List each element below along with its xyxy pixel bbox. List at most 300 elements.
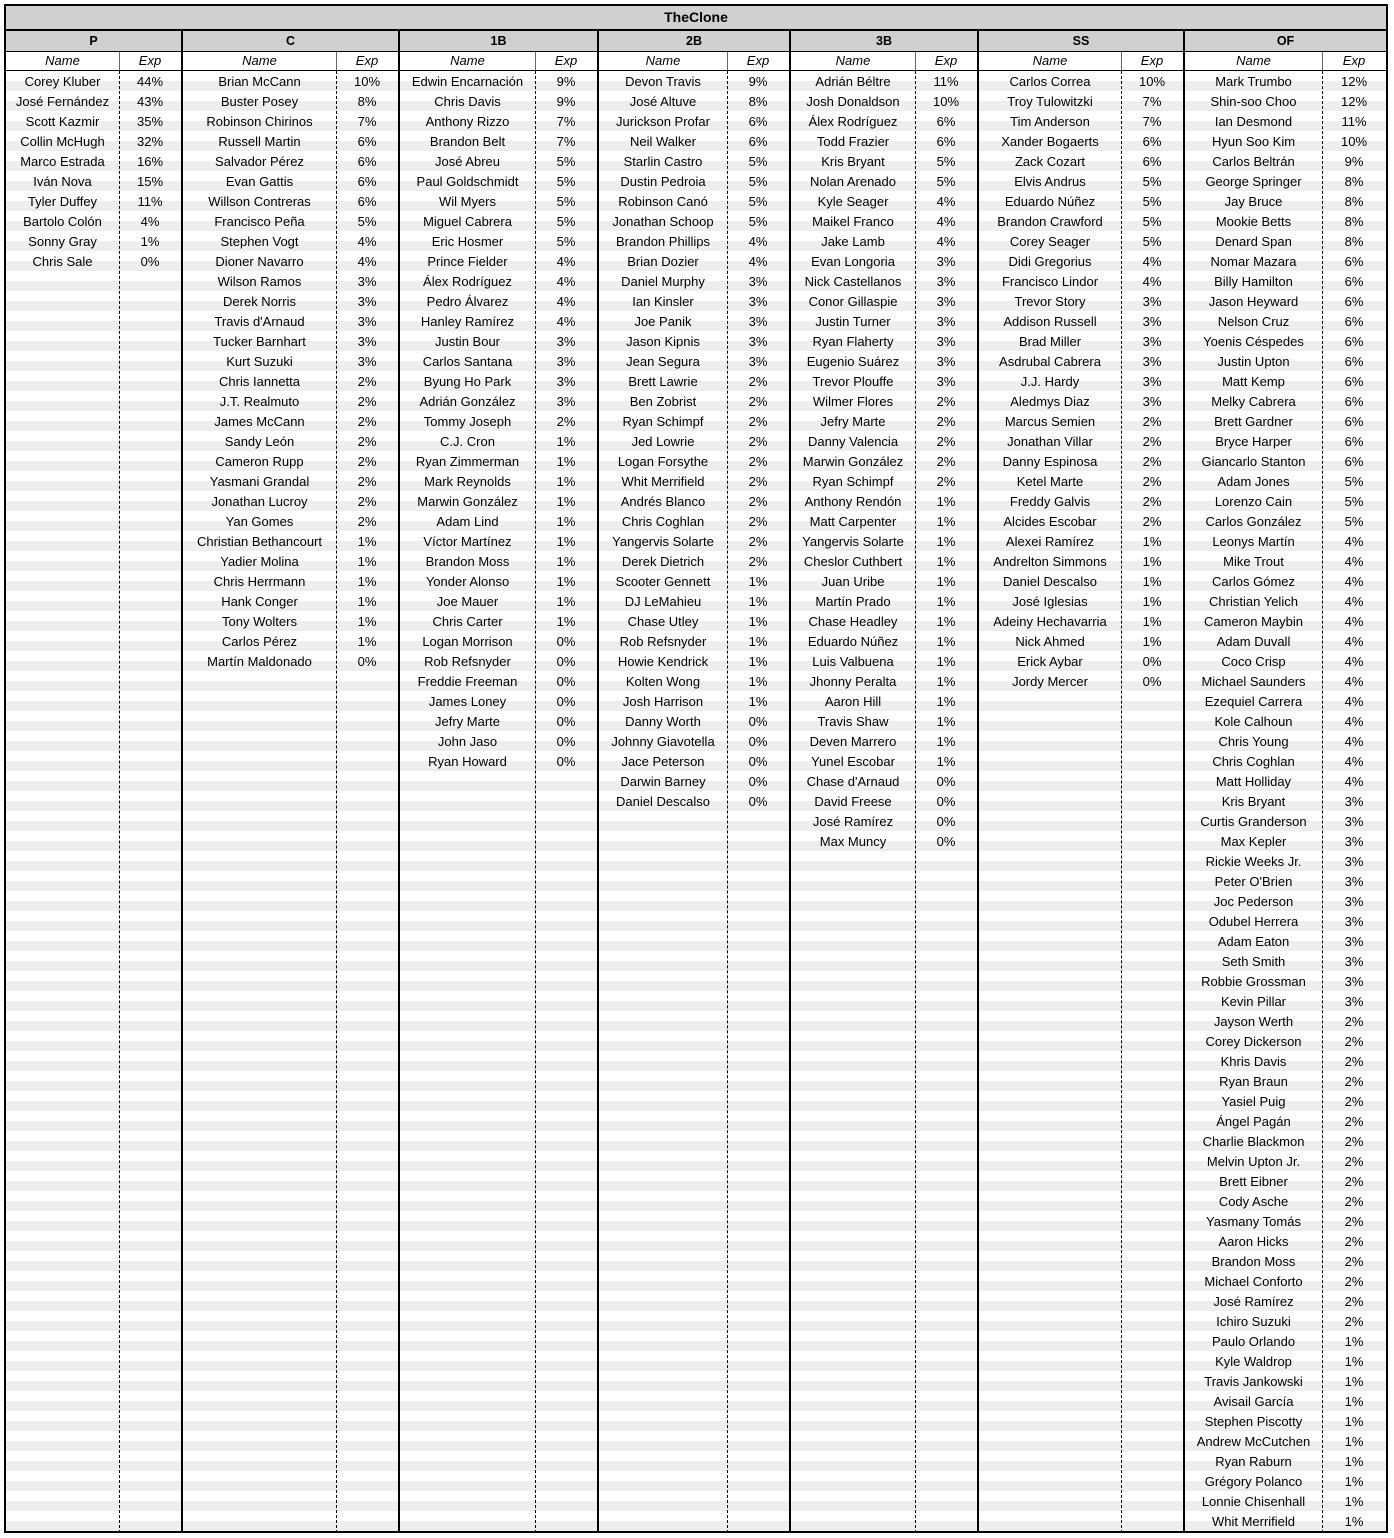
player-exposure: 1%	[1344, 1494, 1364, 1509]
player-exposure: 4%	[1344, 534, 1364, 549]
player-row	[599, 472, 789, 492]
player-row	[979, 352, 1183, 372]
player-name: Danny Worth	[625, 714, 701, 729]
player-name: J.T. Realmuto	[219, 394, 300, 409]
player-name: Lorenzo Cain	[1214, 494, 1293, 509]
player-exposure: 1%	[1344, 1514, 1364, 1529]
player-exposure: 2%	[748, 494, 768, 509]
player-row	[1185, 652, 1386, 672]
player-row	[183, 472, 398, 492]
player-exposure: 8%	[357, 94, 377, 109]
player-exposure: 1%	[748, 634, 768, 649]
player-name: Whit Merrifield	[1211, 1514, 1296, 1529]
player-name: Daniel Descalso	[1003, 574, 1097, 589]
player-exposure: 3%	[357, 274, 377, 289]
player-row	[183, 292, 398, 312]
column-divider	[535, 71, 536, 1533]
player-name: Martín Prado	[815, 594, 891, 609]
player-name: Conor Gillaspie	[808, 294, 898, 309]
player-name: Bartolo Colón	[23, 214, 102, 229]
player-exposure: 3%	[1344, 914, 1364, 929]
player-exposure: 1%	[556, 454, 576, 469]
player-row	[1185, 1412, 1386, 1432]
player-exposure: 6%	[1344, 374, 1364, 389]
column-headers	[599, 52, 789, 71]
player-row	[791, 592, 977, 612]
player-exposure: 2%	[936, 454, 956, 469]
player-row	[6, 72, 181, 92]
player-exposure: 1%	[556, 594, 576, 609]
player-name: Max Kepler	[1220, 834, 1287, 849]
player-name: Byung Ho Park	[423, 374, 512, 389]
player-name: Ben Zobrist	[629, 394, 697, 409]
player-exposure: 0%	[357, 654, 377, 669]
player-exposure: 2%	[748, 514, 768, 529]
player-name: Mike Trout	[1223, 554, 1284, 569]
player-exposure: 1%	[936, 534, 956, 549]
player-row	[6, 212, 181, 232]
player-name: Ángel Pagán	[1216, 1114, 1291, 1129]
column-headers	[1185, 52, 1386, 71]
player-exposure: 5%	[748, 154, 768, 169]
player-name: Asdrubal Cabrera	[999, 354, 1101, 369]
player-row	[400, 672, 597, 692]
player-exposure: 9%	[556, 94, 576, 109]
player-name: Edwin Encarnación	[411, 74, 524, 89]
player-row	[1185, 612, 1386, 632]
player-exposure: 0%	[936, 774, 956, 789]
player-row	[183, 192, 398, 212]
column-divider	[119, 52, 120, 70]
player-exposure: 1%	[357, 574, 377, 589]
player-row	[1185, 1332, 1386, 1352]
player-exposure: 1%	[1142, 534, 1162, 549]
position-header: C	[183, 31, 398, 52]
player-exposure: 5%	[748, 194, 768, 209]
player-exposure: 1%	[936, 694, 956, 709]
player-row	[791, 712, 977, 732]
name-column-header: Name	[1032, 53, 1068, 68]
player-name: Evan Gattis	[225, 174, 294, 189]
player-name: Yangervis Solarte	[802, 534, 904, 549]
player-row	[599, 512, 789, 532]
position-header: 3B	[791, 31, 977, 52]
player-row	[599, 732, 789, 752]
player-exposure: 2%	[1344, 1174, 1364, 1189]
player-row	[979, 652, 1183, 672]
position-header: OF	[1185, 31, 1386, 52]
player-exposure: 11%	[933, 74, 959, 89]
player-row	[791, 332, 977, 352]
player-row	[400, 72, 597, 92]
player-row	[400, 532, 597, 552]
player-name: Adrián González	[419, 394, 516, 409]
player-list	[979, 71, 1183, 1533]
player-row	[599, 672, 789, 692]
player-name: Chris Young	[1218, 734, 1289, 749]
player-row	[979, 292, 1183, 312]
player-row	[979, 532, 1183, 552]
position-group-c	[183, 31, 400, 1533]
player-name: Mookie Betts	[1215, 214, 1292, 229]
player-row	[400, 132, 597, 152]
player-exposure: 3%	[1142, 394, 1162, 409]
column-divider	[915, 71, 916, 1533]
player-name: Yadier Molina	[220, 554, 299, 569]
player-exposure: 6%	[1344, 334, 1364, 349]
player-name: Chris Coghlan	[1212, 754, 1295, 769]
player-exposure: 3%	[936, 314, 956, 329]
player-name: Scott Kazmir	[25, 114, 100, 129]
player-row	[1185, 1052, 1386, 1072]
player-exposure: 1%	[936, 494, 956, 509]
player-exposure: 0%	[748, 794, 768, 809]
player-exposure: 1%	[1344, 1434, 1364, 1449]
player-exposure: 2%	[936, 414, 956, 429]
player-name: Dustin Pedroia	[620, 174, 706, 189]
player-name: Johnny Giavotella	[611, 734, 715, 749]
player-name: Jhonny Peralta	[809, 674, 897, 689]
player-exposure: 4%	[1344, 554, 1364, 569]
player-row	[1185, 1212, 1386, 1232]
player-exposure: 7%	[1142, 94, 1162, 109]
player-exposure: 3%	[1344, 954, 1364, 969]
player-name: Todd Frazier	[816, 134, 890, 149]
player-exposure: 1%	[1142, 614, 1162, 629]
roster-sheet	[4, 4, 1388, 1533]
player-exposure: 3%	[936, 254, 956, 269]
player-row	[791, 752, 977, 772]
player-name: Adrián Béltre	[815, 74, 891, 89]
player-row	[979, 212, 1183, 232]
player-exposure: 2%	[936, 434, 956, 449]
player-exposure: 11%	[137, 194, 163, 209]
player-exposure: 0%	[556, 714, 576, 729]
player-exposure: 1%	[357, 554, 377, 569]
player-row	[599, 792, 789, 812]
player-name: Cheslor Cuthbert	[803, 554, 903, 569]
player-row	[400, 492, 597, 512]
player-name: Josh Harrison	[622, 694, 704, 709]
player-row	[599, 752, 789, 772]
player-name: Brett Gardner	[1214, 414, 1293, 429]
player-exposure: 6%	[1344, 314, 1364, 329]
position-header: P	[6, 31, 181, 52]
player-exposure: 3%	[1344, 834, 1364, 849]
player-exposure: 3%	[936, 334, 956, 349]
player-row	[791, 172, 977, 192]
player-row	[6, 152, 181, 172]
player-exposure: 1%	[1142, 554, 1162, 569]
player-exposure: 3%	[556, 374, 576, 389]
player-row	[791, 232, 977, 252]
player-name: Christian Bethancourt	[196, 534, 322, 549]
player-row	[791, 312, 977, 332]
player-row	[1185, 512, 1386, 532]
player-row	[1185, 292, 1386, 312]
player-name: Kyle Waldrop	[1215, 1354, 1292, 1369]
player-exposure: 4%	[936, 214, 956, 229]
player-row	[599, 572, 789, 592]
player-row	[979, 672, 1183, 692]
player-row	[599, 612, 789, 632]
player-row	[979, 512, 1183, 532]
player-row	[1185, 1432, 1386, 1452]
player-exposure: 1%	[936, 594, 956, 609]
player-row	[183, 532, 398, 552]
player-name: Ketel Marte	[1016, 474, 1084, 489]
player-exposure: 6%	[1344, 274, 1364, 289]
player-exposure: 4%	[1344, 774, 1364, 789]
player-exposure: 2%	[357, 514, 377, 529]
player-name: Denard Span	[1215, 234, 1292, 249]
player-name: Sonny Gray	[28, 234, 97, 249]
player-row	[1185, 1312, 1386, 1332]
column-divider	[727, 52, 728, 70]
player-name: Jayson Werth	[1213, 1014, 1294, 1029]
player-exposure: 6%	[1344, 414, 1364, 429]
player-name: Chris Iannetta	[219, 374, 300, 389]
player-exposure: 5%	[1344, 474, 1364, 489]
player-exposure: 1%	[556, 574, 576, 589]
player-exposure: 1%	[556, 494, 576, 509]
player-row	[400, 712, 597, 732]
player-name: Avisail García	[1213, 1394, 1294, 1409]
player-exposure: 3%	[936, 274, 956, 289]
player-exposure: 6%	[936, 114, 956, 129]
player-exposure: 3%	[357, 354, 377, 369]
player-exposure: 1%	[1344, 1334, 1364, 1349]
player-name: Iván Nova	[33, 174, 92, 189]
player-name: Cameron Rupp	[215, 454, 304, 469]
player-row	[1185, 1452, 1386, 1472]
player-name: Xander Bogaerts	[1001, 134, 1099, 149]
player-row	[1185, 252, 1386, 272]
player-exposure: 44%	[136, 74, 164, 89]
player-exposure: 3%	[1344, 794, 1364, 809]
player-name: José Ramírez	[812, 814, 894, 829]
column-divider	[119, 71, 120, 1533]
player-name: José Altuve	[629, 94, 697, 109]
player-exposure: 3%	[1142, 334, 1162, 349]
player-exposure: 9%	[1344, 154, 1364, 169]
player-exposure: 1%	[556, 554, 576, 569]
player-row	[979, 432, 1183, 452]
player-exposure: 3%	[357, 334, 377, 349]
player-row	[599, 232, 789, 252]
player-name: Francisco Lindor	[1001, 274, 1099, 289]
player-exposure: 5%	[556, 174, 576, 189]
player-row	[6, 232, 181, 252]
player-row	[1185, 352, 1386, 372]
player-name: Starlin Castro	[623, 154, 703, 169]
player-name: Robinson Chirinos	[206, 114, 313, 129]
player-row	[400, 252, 597, 272]
player-row	[1185, 172, 1386, 192]
player-row	[599, 332, 789, 352]
player-exposure: 0%	[748, 734, 768, 749]
player-name: Tim Anderson	[1010, 114, 1090, 129]
player-exposure: 4%	[140, 214, 160, 229]
player-exposure: 16%	[136, 154, 164, 169]
player-row	[599, 172, 789, 192]
player-row	[791, 212, 977, 232]
player-name: Maikel Franco	[812, 214, 894, 229]
player-exposure: 7%	[357, 114, 377, 129]
player-row	[400, 452, 597, 472]
player-name: J.J. Hardy	[1020, 374, 1080, 389]
player-name: Yangervis Solarte	[612, 534, 714, 549]
player-exposure: 3%	[556, 334, 576, 349]
player-row	[400, 692, 597, 712]
player-name: Seth Smith	[1221, 954, 1286, 969]
player-row	[1185, 312, 1386, 332]
player-name: Devon Travis	[625, 74, 701, 89]
player-row	[400, 292, 597, 312]
player-row	[1185, 1112, 1386, 1132]
player-exposure: 35%	[136, 114, 164, 129]
player-row	[400, 572, 597, 592]
player-name: Brett Lawrie	[628, 374, 698, 389]
player-exposure: 1%	[748, 594, 768, 609]
player-name: Brandon Crawford	[997, 214, 1103, 229]
player-exposure: 3%	[748, 354, 768, 369]
player-name: Ian Kinsler	[632, 294, 694, 309]
player-exposure: 6%	[357, 174, 377, 189]
player-name: Freddy Galvis	[1009, 494, 1091, 509]
player-name: Francisco Peña	[214, 214, 305, 229]
player-row	[183, 512, 398, 532]
player-row	[183, 372, 398, 392]
player-exposure: 4%	[748, 234, 768, 249]
player-name: James McCann	[214, 414, 305, 429]
player-exposure: 5%	[556, 194, 576, 209]
player-name: Cameron Maybin	[1204, 614, 1303, 629]
player-exposure: 1%	[556, 474, 576, 489]
player-name: Trevor Plouffe	[812, 374, 894, 389]
player-row	[400, 152, 597, 172]
player-row	[183, 492, 398, 512]
player-row	[979, 492, 1183, 512]
player-row	[1185, 1472, 1386, 1492]
player-row	[1185, 372, 1386, 392]
player-name: Tony Wolters	[222, 614, 297, 629]
player-exposure: 1%	[357, 614, 377, 629]
player-exposure: 1%	[936, 554, 956, 569]
player-row	[599, 352, 789, 372]
player-row	[791, 452, 977, 472]
player-exposure: 10%	[932, 94, 960, 109]
player-name: Mark Reynolds	[424, 474, 511, 489]
player-exposure: 2%	[1142, 414, 1162, 429]
player-exposure: 0%	[556, 734, 576, 749]
player-name: Corey Dickerson	[1205, 1034, 1302, 1049]
player-exposure: 4%	[556, 314, 576, 329]
player-row	[183, 632, 398, 652]
player-name: Carlos Beltrán	[1212, 154, 1295, 169]
player-name: Álex Rodríguez	[808, 114, 898, 129]
player-name: Deven Marrero	[809, 734, 897, 749]
player-row	[1185, 472, 1386, 492]
player-exposure: 2%	[1344, 1314, 1364, 1329]
player-row	[979, 592, 1183, 612]
exp-column-header: Exp	[138, 53, 162, 68]
player-row	[979, 612, 1183, 632]
exp-column-header: Exp	[1140, 53, 1164, 68]
player-name: Andrelton Simmons	[993, 554, 1107, 569]
player-name: Ryan Flaherty	[812, 334, 894, 349]
player-row	[599, 292, 789, 312]
player-name: Rob Refsnyder	[619, 634, 707, 649]
player-row	[183, 452, 398, 472]
player-row	[979, 132, 1183, 152]
player-row	[979, 72, 1183, 92]
player-row	[791, 512, 977, 532]
player-exposure: 1%	[936, 674, 956, 689]
player-exposure: 6%	[1344, 454, 1364, 469]
name-column-header: Name	[1236, 53, 1271, 68]
player-exposure: 2%	[748, 374, 768, 389]
player-name: Billy Hamilton	[1214, 274, 1293, 289]
player-row	[791, 292, 977, 312]
player-name: Álex Rodríguez	[423, 274, 512, 289]
player-row	[1185, 112, 1386, 132]
player-exposure: 2%	[357, 374, 377, 389]
player-name: Jefry Marte	[434, 714, 500, 729]
player-exposure: 1%	[1344, 1454, 1364, 1469]
player-name: Chris Herrmann	[213, 574, 306, 589]
player-exposure: 5%	[1344, 514, 1364, 529]
name-column-header: Name	[645, 53, 681, 68]
player-exposure: 2%	[1344, 1294, 1364, 1309]
position-groups	[6, 31, 1386, 1533]
player-row	[791, 432, 977, 452]
player-name: Eduardo Núñez	[1004, 194, 1096, 209]
player-name: Justin Bour	[434, 334, 501, 349]
player-row	[1185, 1172, 1386, 1192]
player-name: Jason Heyward	[1208, 294, 1299, 309]
player-exposure: 2%	[1142, 454, 1162, 469]
player-row	[599, 712, 789, 732]
player-exposure: 3%	[1344, 974, 1364, 989]
player-row	[1185, 812, 1386, 832]
player-exposure: 2%	[1344, 1094, 1364, 1109]
player-name: Brad Miller	[1018, 334, 1082, 349]
player-name: Darwin Barney	[620, 774, 706, 789]
player-row	[791, 532, 977, 552]
player-name: Adam Lind	[436, 514, 499, 529]
player-row	[400, 432, 597, 452]
player-row	[599, 212, 789, 232]
player-name: José Ramírez	[1213, 1294, 1294, 1309]
player-exposure: 4%	[357, 234, 377, 249]
player-name: Logan Morrison	[422, 634, 513, 649]
player-exposure: 1%	[936, 734, 956, 749]
player-name: Carlos Santana	[422, 354, 513, 369]
player-name: Odubel Herrera	[1208, 914, 1299, 929]
name-column-header: Name	[45, 53, 80, 68]
player-exposure: 3%	[1344, 854, 1364, 869]
player-exposure: 6%	[357, 154, 377, 169]
player-row	[400, 112, 597, 132]
player-row	[791, 192, 977, 212]
player-exposure: 1%	[936, 574, 956, 589]
player-name: Ryan Zimmerman	[415, 454, 520, 469]
player-exposure: 3%	[1142, 314, 1162, 329]
column-divider	[535, 52, 536, 70]
player-exposure: 0%	[748, 774, 768, 789]
player-row	[183, 332, 398, 352]
